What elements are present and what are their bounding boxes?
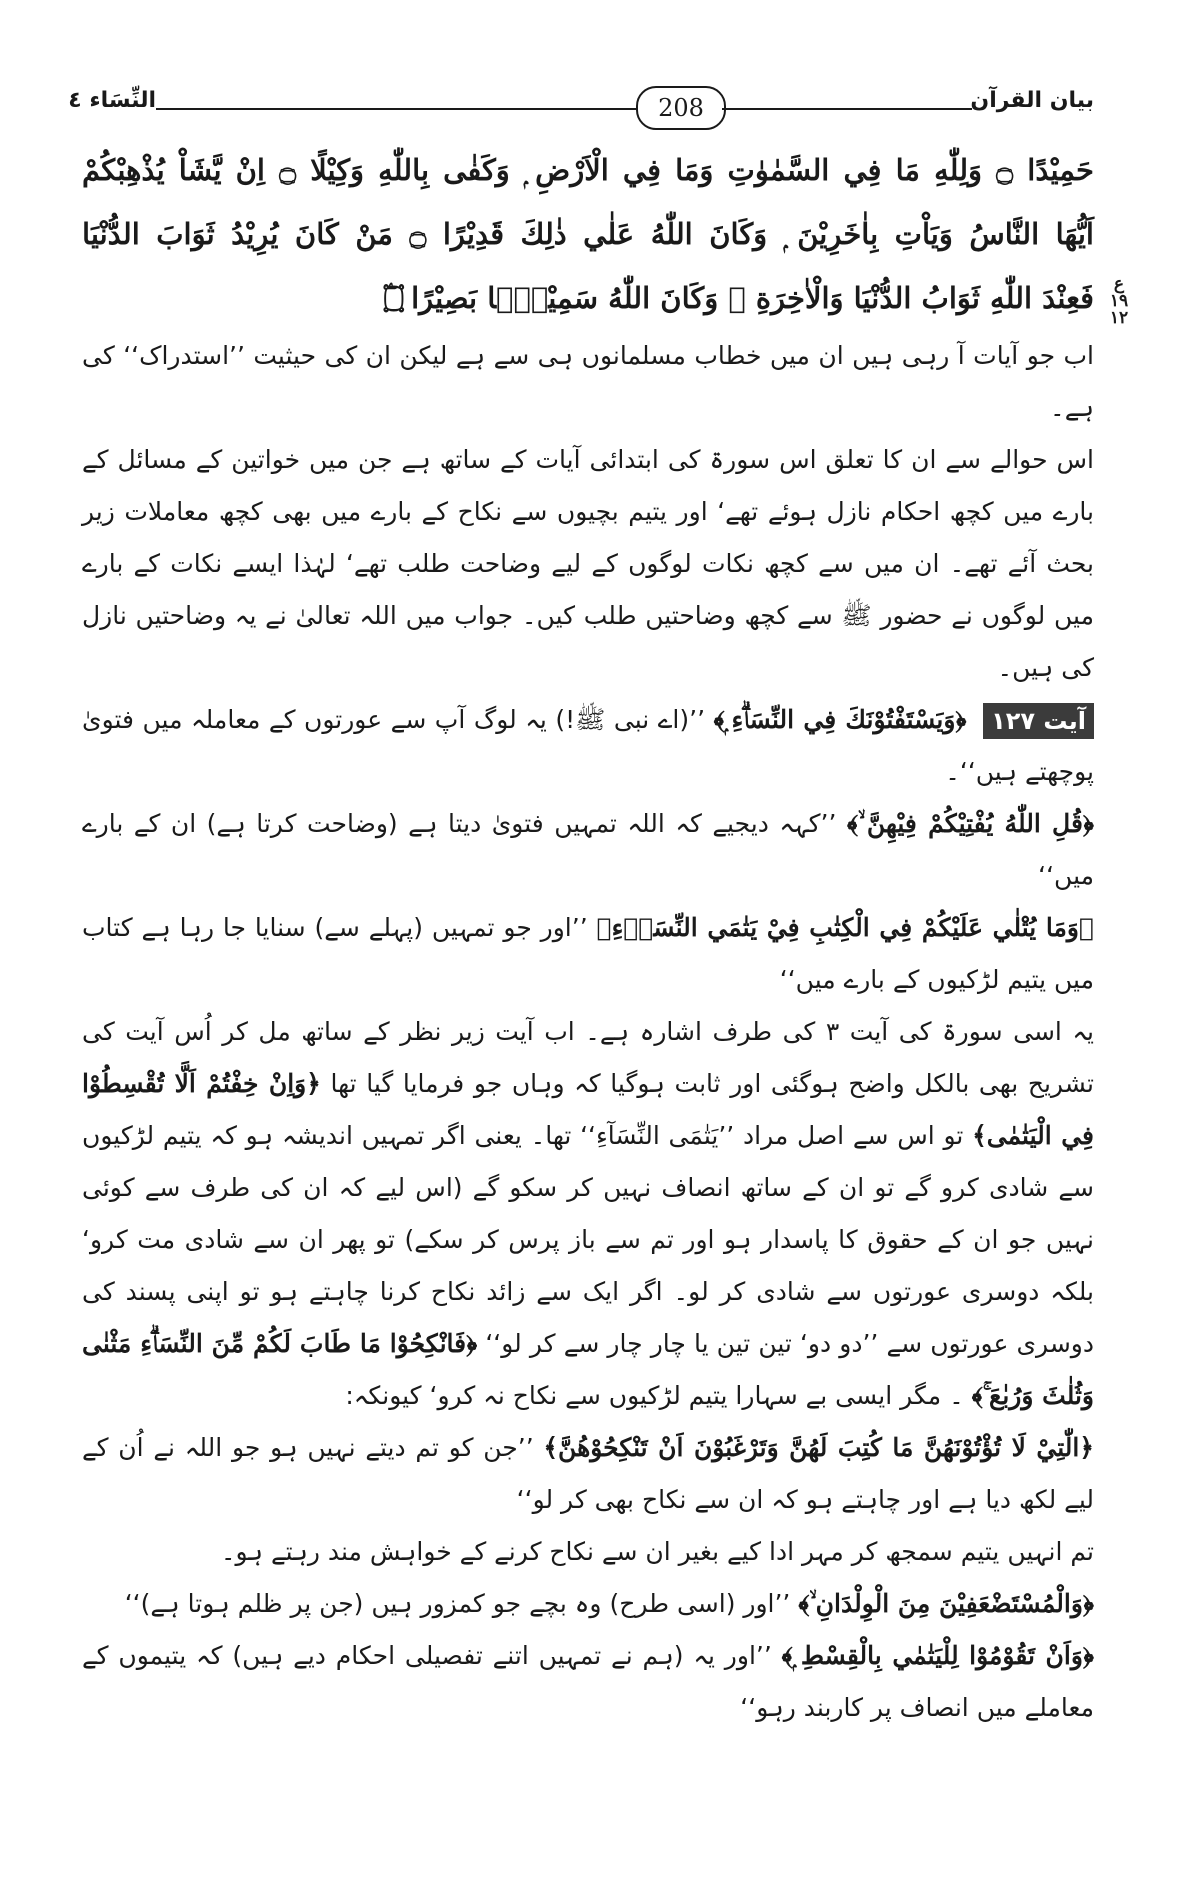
explanation-text: یہ اسی سورۃ کی آیت ۳ کی طرف اشارہ ہے۔ اب آیت زیر نظر کے ساتھ مل کر اُس آیت کی تشریح بھی بالکل واضح ہوگئی اور ثابت ہوگیا کہ وہاں جو فرمایا گیا تھا xyxy=(82,1017,1094,1098)
page-content xyxy=(82,138,1129,1734)
segment-arabic: ﴿الّٰتِيْ لَا تُؤْتُوْنَهُنَّ مَا كُتِبَ لَهُنَّ وَتَرْغَبُوْنَ اَنْ تَنْكِحُوْهُنَّ﴾ xyxy=(543,1433,1094,1462)
segment-wa-ma-yutla xyxy=(82,902,1094,1006)
explanation-quote: ﴿فَانْكِحُوْا مَا طَابَ لَكُمْ مِّنَ النِّسَاۗءِ مَثْنٰى وَثُلٰثَ وَرُبٰعَ ۚ﴾ xyxy=(82,1329,1094,1410)
header-rule-left xyxy=(156,108,636,110)
ayah-127-translation: ’’(اے نبی ﷺ!) یہ لوگ آپ سے عورتوں کے معاملہ میں فتویٰ پوچھتے ہیں‘‘۔ xyxy=(82,705,1094,786)
segment-translation: ’’جن کو تم دیتے نہیں ہو جو اللہ نے اُن کے لیے لکھ دیا ہے اور چاہتے ہو کہ ان سے نکاح بھی کر لو‘‘ xyxy=(82,1433,1094,1514)
segment-arabic: ﴿وَمَا يُتْلٰي عَلَيْكُمْ فِي الْكِتٰبِ فِيْ يَتٰمَي النِّسَاۗءِ﴾ xyxy=(596,913,1094,942)
page-number: 208 xyxy=(636,86,726,130)
header-rule-right xyxy=(722,108,972,110)
segment-translation: ’’اور (اسی طرح) وہ بچے جو کمزور ہیں (جن پر ظلم ہوتا ہے)‘‘ xyxy=(124,1589,791,1618)
ayah-number-label: آیت ۱۲۷ xyxy=(983,703,1094,739)
segment-translation: ’’کہہ دیجیے کہ اللہ تمہیں فتویٰ دیتا ہے (وضاحت کرتا ہے) ان کے بارے میں‘‘ xyxy=(82,809,1094,890)
surah-marker: النِّسَاء ٤ xyxy=(68,88,156,113)
segment-translation: ’’اور جو تمہیں (پہلے سے) سنایا جا رہا ہے کتاب میں یتیم لڑکیوں کے بارے میں‘‘ xyxy=(82,913,1094,994)
segment-translation: ’’اور یہ (ہم نے تمہیں اتنے تفصیلی احکام دیے ہیں) کہ یتیموں کے معاملے میں انصاف پر کاربند رہو‘‘ xyxy=(82,1641,1094,1722)
running-header xyxy=(68,86,1094,132)
book-title: بیان القرآن xyxy=(970,88,1094,113)
explanation-paragraph xyxy=(82,1006,1094,1422)
quran-block xyxy=(82,138,1129,330)
quran-line: حَمِيْدًا ۝ وَلِلّٰهِ مَا فِي السَّمٰوٰتِ وَمَا فِي الْاَرْضِ ۭ وَكَفٰى بِاللّٰهِ وَكِيْلًا ۝ اِنْ يَّشَاْ يُذْهِبْكُمْ xyxy=(82,153,1094,187)
ayah-127-arabic: ﴿وَيَسْتَفْتُوْنَكَ فِي النِّسَاۗءِ ۭ﴾ xyxy=(713,705,967,734)
explanation-quote: ﴿وَاِنْ خِفْتُمْ اَلَّا تُقْسِطُوْا فِي الْيَتٰمٰى﴾ xyxy=(82,1069,1094,1150)
explanation-text: تو اس سے اصل مراد ’’یَتٰمَی النِّسَآءِ‘‘ تھا۔ یعنی اگر تمہیں اندیشہ ہو کہ یتیم لڑکیوں سے شادی کرو گے تو ان کے ساتھ انصاف نہیں کر سکو گے (اس لیے کہ ان کی طرف سے کوئی نہیں جو ان کے حقوق کا پاسدار ہو اور تم سے باز پرس کر سکے) تو پھر ان سے شادی مت کرو‘ بلکہ دوسری عورتوں سے شادی کر لو۔ اگر ایک سے زائد نکاح کرنا چاہتے ہو تو اپنی پسند کی دوسری عورتوں سے ’’دو دو‘ تین تین یا چار چار سے کر لو‘‘ xyxy=(82,1121,1094,1358)
quran-line: فَعِنْدَ اللّٰهِ ثَوَابُ الدُّنْيَا وَالْاٰخِرَةِ ۭ وَكَانَ اللّٰهُ سَمِيْعًۢا بَصِيْرًا ۝ۧ xyxy=(386,281,1094,315)
segment-allati xyxy=(82,1422,1094,1526)
ayah-127-paragraph xyxy=(82,694,1094,798)
intro-paragraph-1: اب جو آیات آ رہی ہیں ان میں خطاب مسلمانوں ہی سے ہے لیکن ان کی حیثیت ’’استدراک‘‘ کی ہے۔ xyxy=(82,341,1094,422)
commentary-line: تم انہیں یتیم سمجھ کر مہر ادا کیے بغیر ان سے نکاح کرنے کے خواہش مند رہتے ہو۔ xyxy=(220,1537,1094,1566)
intro-paragraph-2: اس حوالے سے ان کا تعلق اس سورۃ کی ابتدائی آیات کے ساتھ ہے جن میں خواتین کے مسائل کے بارے میں کچھ احکام نازل ہوئے تھے‘ اور یتیم بچیوں سے نکاح کے بارے میں بھی کچھ معاملات زیر بحث آئے تھے۔ ان میں سے کچھ نکات لوگوں کے لیے وضاحت طلب تھے‘ لہٰذا ایسے نکات کے بارے میں لوگوں نے حضور ﷺ سے کچھ وضاحتیں طلب کیں۔ جواب میں اللہ تعالیٰ نے یہ وضاحتیں نازل کی ہیں۔ xyxy=(82,445,1094,682)
segment-mustadafin xyxy=(82,1578,1094,1630)
segment-qist xyxy=(82,1630,1094,1734)
quran-line: اَيُّهَا النَّاسُ وَيَاْتِ بِاٰخَرِيْنَ ۭ وَكَانَ اللّٰهُ عَلٰي ذٰلِكَ قَدِيْرًا ۝ مَنْ كَانَ يُرِيْدُ ثَوَابَ الدُّنْيَا xyxy=(82,217,1094,251)
ruku-marker: ع ١٩ ١٢ xyxy=(1109,274,1129,328)
segment-arabic: ﴿وَاَنْ تَقُوْمُوْا لِلْيَتٰمٰي بِالْقِسْطِ ۭ﴾ xyxy=(781,1641,1094,1670)
segment-qul-allah xyxy=(82,798,1094,902)
explanation-text: ۔ مگر ایسی بے سہارا یتیم لڑکیوں سے نکاح نہ کرو‘ کیونکہ: xyxy=(345,1381,964,1410)
segment-arabic: ﴿وَالْمُسْتَضْعَفِيْنَ مِنَ الْوِلْدَانِ ۙ﴾ xyxy=(798,1589,1094,1618)
segment-arabic: ﴿قُلِ اللّٰهُ يُفْتِيْكُمْ فِيْهِنَّ ۙ﴾ xyxy=(846,809,1095,838)
